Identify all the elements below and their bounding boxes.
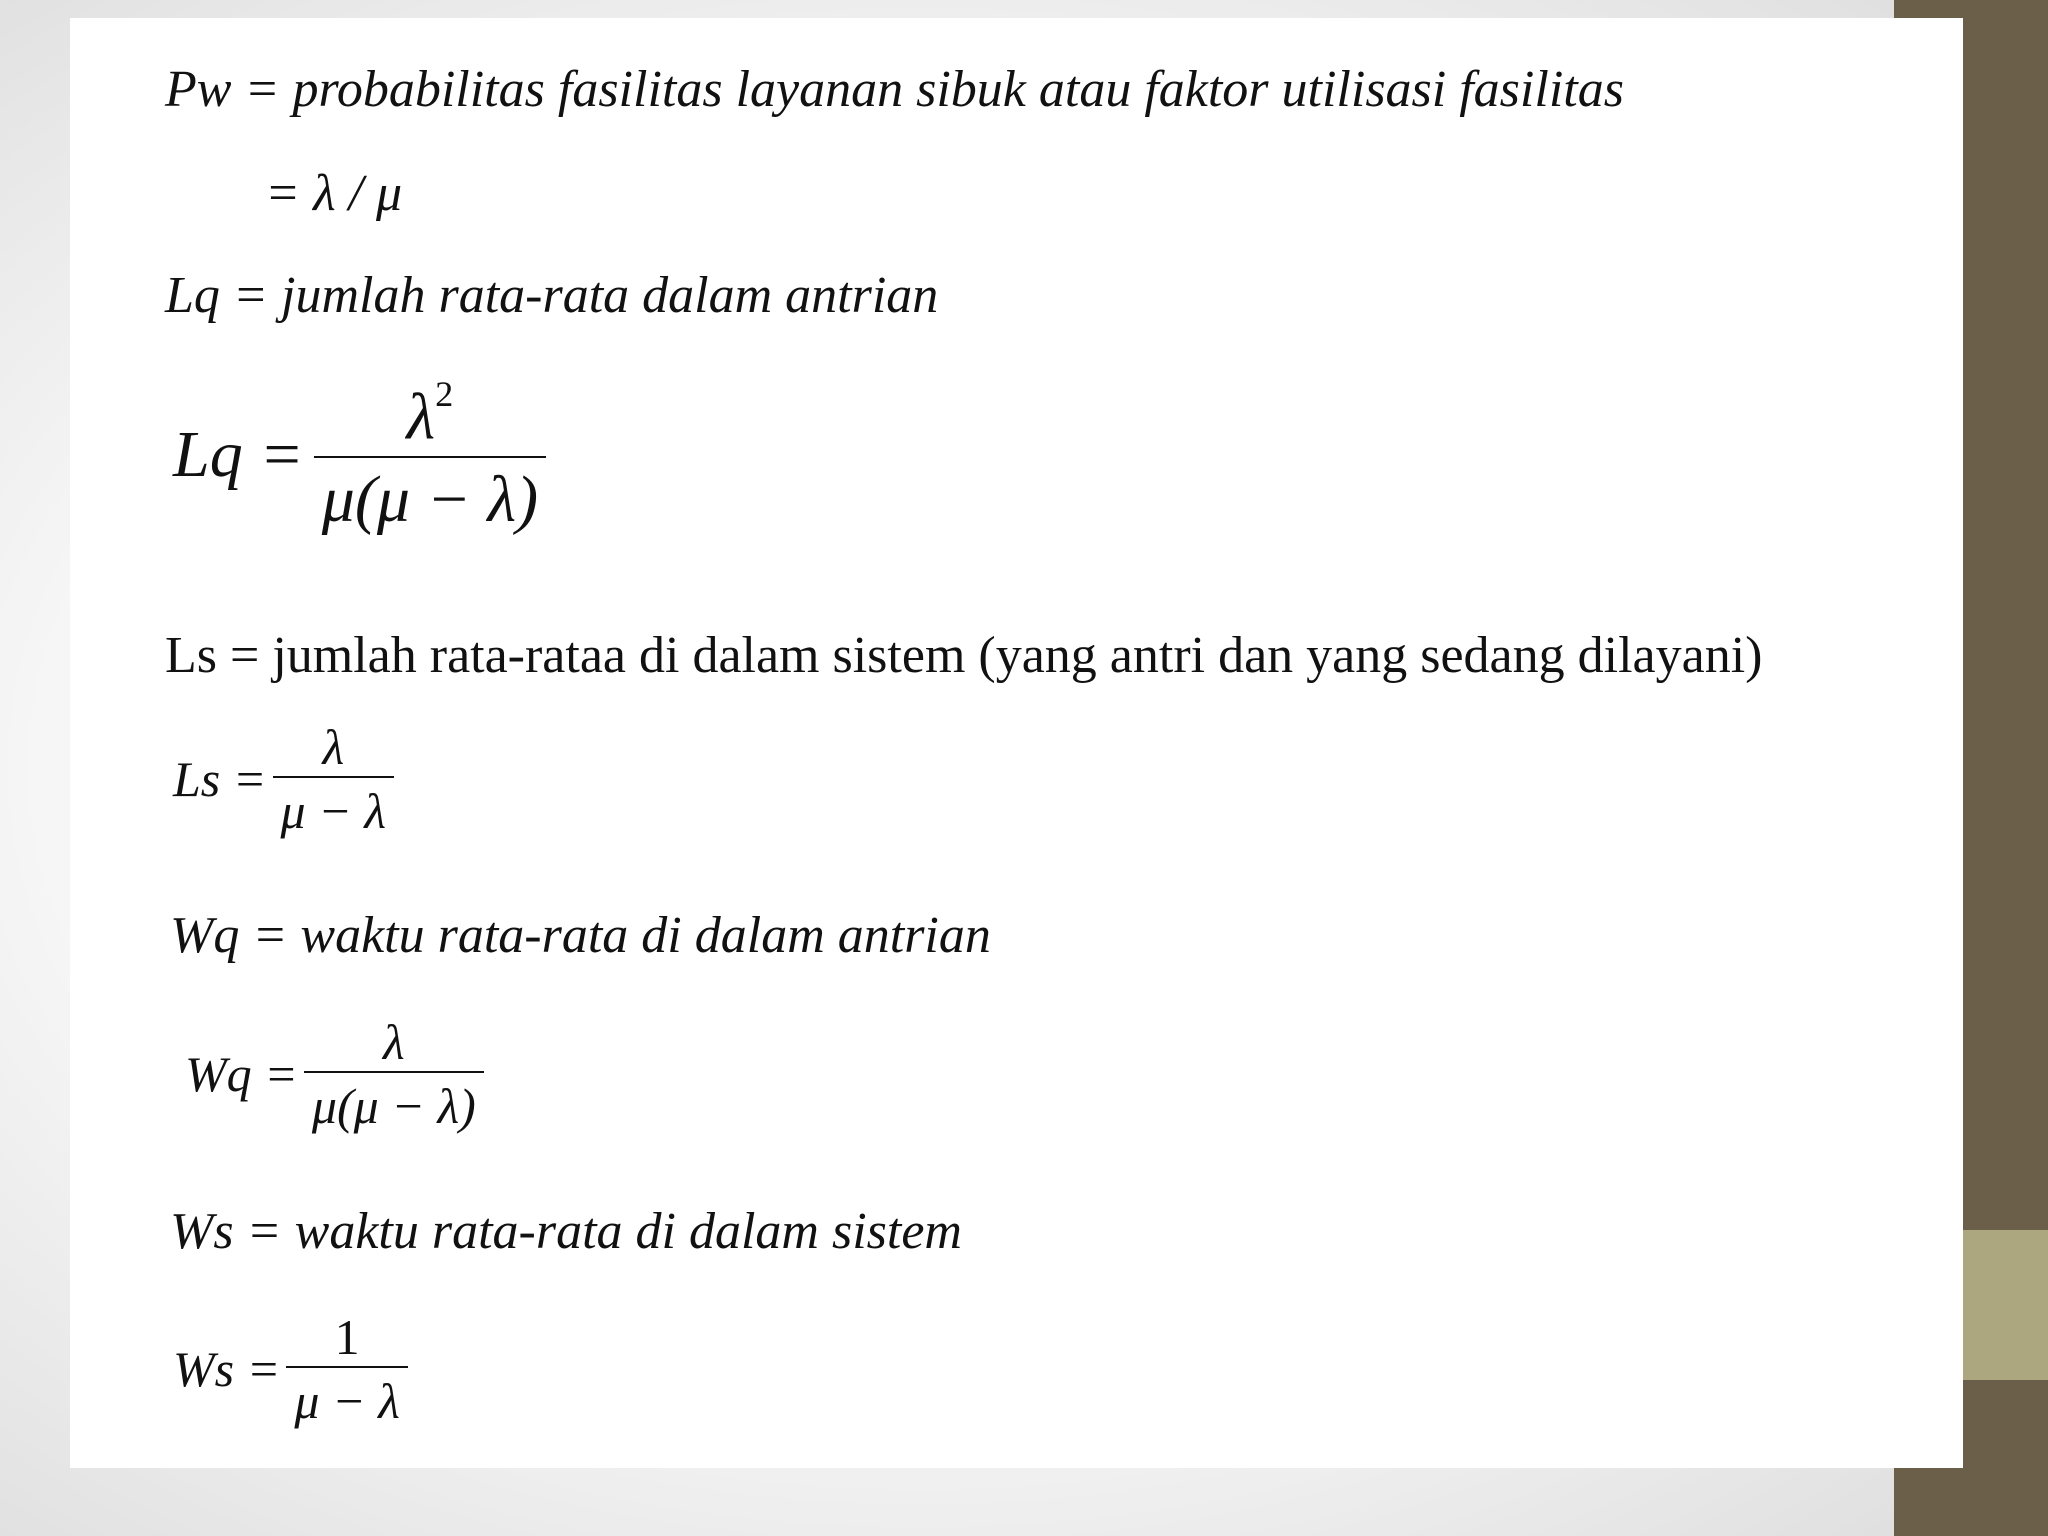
wq-definition-text: Wq = waktu rata-rata di dalam antrian [170, 907, 991, 964]
pw-equation [265, 165, 403, 222]
wq-denominator: μ(μ − λ) [304, 1071, 484, 1135]
ws-denominator: μ − λ [286, 1366, 408, 1430]
lq-fraction [314, 373, 546, 538]
wq-fraction [304, 1013, 484, 1135]
lq-denominator: μ(μ − λ) [314, 456, 546, 538]
ls-definition-text: Ls = jumlah rata-rataa di dalam sistem (yang antri dan yang sedang dilayani) [165, 627, 1763, 684]
ls-definition [165, 627, 1763, 684]
pw-definition-text: Pw = probabilitas fasilitas layanan sibuk atau faktor utilisasi fasilitas [165, 61, 1624, 118]
lq-definition-text: Lq = jumlah rata-rata dalam antrian [165, 267, 939, 324]
lq-numerator [401, 373, 460, 456]
ws-definition [170, 1203, 962, 1260]
wq-numerator: λ [383, 1014, 405, 1070]
wq-formula-lhs: Wq = [185, 1046, 298, 1102]
ls-fraction [273, 718, 395, 840]
ws-numerator: 1 [334, 1309, 360, 1365]
slide-content [70, 18, 1963, 1468]
ls-formula [173, 718, 394, 840]
lq-numerator-exponent: 2 [435, 374, 454, 414]
wq-definition [170, 907, 991, 964]
lq-formula-lhs: Lq = [173, 418, 304, 492]
wq-formula [185, 1013, 484, 1135]
ws-formula [173, 1308, 408, 1430]
ls-denominator: μ − λ [273, 776, 395, 840]
lq-numerator-base: λ [406, 380, 436, 454]
ws-fraction [286, 1308, 408, 1430]
ws-definition-text: Ws = waktu rata-rata di dalam sistem [170, 1203, 962, 1260]
lq-formula [173, 373, 546, 538]
ws-formula-lhs: Ws = [173, 1341, 281, 1397]
ls-formula-lhs: Ls = [173, 751, 267, 807]
pw-definition [165, 61, 1624, 118]
ls-numerator: λ [322, 719, 345, 775]
pw-equation-text: = λ / μ [265, 165, 403, 222]
lq-definition [165, 267, 939, 324]
